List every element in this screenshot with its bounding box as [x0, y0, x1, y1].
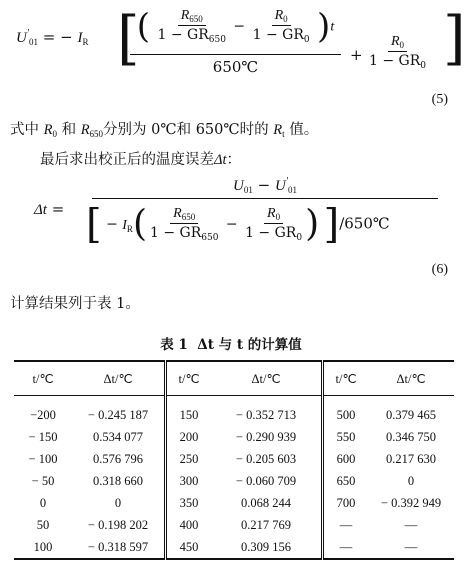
eq6-number: (6)	[431, 262, 448, 277]
table-row	[14, 396, 454, 427]
table-row	[14, 448, 454, 470]
table-cell: −200	[30, 407, 56, 422]
table-cell: − 0.352 713	[211, 396, 323, 427]
table-cell: 0.379 465	[386, 407, 436, 422]
table-row	[14, 426, 454, 448]
eq6-denominator: [ − $I_R$( $\frac{R_{650}}{1 - GR_{650}}$ − $\frac{R_0}{1 - GR_0}$ ) ]/650℃	[86, 201, 390, 248]
table-cell: 0	[407, 473, 415, 488]
table-cell: − 100	[28, 451, 58, 466]
table-cell: 0.217 769	[211, 514, 323, 536]
table-row	[14, 514, 454, 536]
table-cell: 0.346 750	[386, 429, 436, 444]
eq5-equals-minus: = −	[42, 28, 73, 46]
table-cell: − 0.205 603	[211, 448, 323, 470]
col-header-t1: t/℃	[14, 361, 72, 396]
table-cell: 200	[179, 429, 199, 444]
col-header-t2: t/℃	[166, 361, 212, 396]
table-cell: − 0.392 949	[380, 495, 442, 510]
table-cell: 700	[336, 495, 356, 510]
text-line-1: 式中 $R_0$ 和 $R_{650}$分别为 0℃和 650℃时的 $R_t$ 值。	[10, 122, 319, 139]
table-cell: − 0.198 202	[72, 514, 166, 536]
table-cell: 500	[336, 407, 356, 422]
table-cell: − 0.245 187	[72, 396, 166, 427]
table-row	[14, 536, 454, 559]
col-header-dt1: Δt/℃	[72, 361, 166, 396]
equation-5: $U'_{01}$ = − $I_R$ [ ( $\frac{R_{650}}{1 - GR_{650}}$ − $\frac{R_0}{1 - GR_0}$ )t 650℃ + $\frac{R_0}{1 - GR_0}$ ]	[16, 4, 466, 76]
eq6-lhs: Δt	[34, 202, 47, 218]
col-header-dt2: Δt/℃	[211, 361, 323, 396]
table-cell: 350	[179, 495, 199, 510]
equation-6: Δt = $U_{01} - U'_{01}$ [ − $I_R$( $\frac{R_{650}}{1 - GR_{650}}$ − $\frac{R_0}{1 - GR_0}$ ) ]/650℃	[0, 172, 462, 252]
table-cell: 300	[179, 473, 199, 488]
eq5-main-fraction-numerator: ( $\frac{R_{650}}{1 - GR_{650}}$ − $\frac{R_0}{1 - GR_0}$ )t	[136, 6, 335, 47]
table-cell: —	[339, 517, 353, 532]
eq5-main-fraction-denominator: 650℃	[212, 58, 259, 76]
eq5-lhs: $U'_{01}$	[16, 28, 38, 47]
eq5-coef: $I_R$	[77, 30, 89, 47]
eq6-numerator: $U_{01} - U'_{01}$	[233, 176, 297, 195]
table-cell: 0.576 796	[72, 448, 166, 470]
table-cell: 600	[336, 451, 356, 466]
eq5-main-fraction-bar	[130, 54, 341, 55]
table-cell: − 0.060 709	[211, 470, 323, 492]
table-cell: —	[368, 536, 454, 559]
table-cell: − 50	[31, 473, 55, 488]
table-cell: 50	[36, 517, 50, 532]
eq5-frac-r0: $\frac{R_0}{1 - GR_0}$	[252, 8, 310, 45]
col-header-t3: t/℃	[323, 361, 369, 396]
table-cell: 0.318 660	[72, 470, 166, 492]
table-cell: —	[404, 517, 418, 532]
table-cell: 0.068 244	[211, 492, 323, 514]
eq6-fraction-bar	[92, 198, 438, 199]
table-cell: − 0.318 597	[72, 536, 166, 559]
eq5-frac-plus: $\frac{R_0}{1 - GR_0}$	[369, 34, 426, 71]
text-line-2: 最后求出校正后的温度误差Δt：	[40, 152, 242, 168]
table-cell: 0	[39, 495, 47, 510]
text-line-3: 计算结果列于表 1。	[10, 296, 140, 312]
table-cell: 100	[14, 536, 72, 559]
table-cell: 0	[72, 492, 166, 514]
eq5-number: (5)	[431, 92, 448, 107]
table-cell: 0.534 077	[72, 426, 166, 448]
table-cell: 550	[336, 429, 356, 444]
eq5-frac-r650: $\frac{R_{650}}{1 - GR_{650}}$	[157, 8, 226, 45]
table-cell: 0.309 156	[211, 536, 323, 559]
table-caption: 表 1 Δt 与 t 的计算值	[160, 337, 302, 353]
table-cell: − 150	[28, 429, 58, 444]
table-cell: 400	[179, 517, 199, 532]
table-cell: 250	[179, 451, 199, 466]
table-header-row	[14, 361, 454, 396]
table-cell: 650	[336, 473, 356, 488]
col-header-dt3: Δt/℃	[368, 361, 454, 396]
table-cell: − 0.290 939	[211, 426, 323, 448]
table-cell: 450	[166, 536, 212, 559]
table-cell: 150	[179, 407, 199, 422]
results-table	[14, 360, 454, 560]
table-cell: 0.217 630	[386, 451, 436, 466]
table-row	[14, 470, 454, 492]
table-cell: —	[323, 536, 369, 559]
table-row	[14, 492, 454, 514]
